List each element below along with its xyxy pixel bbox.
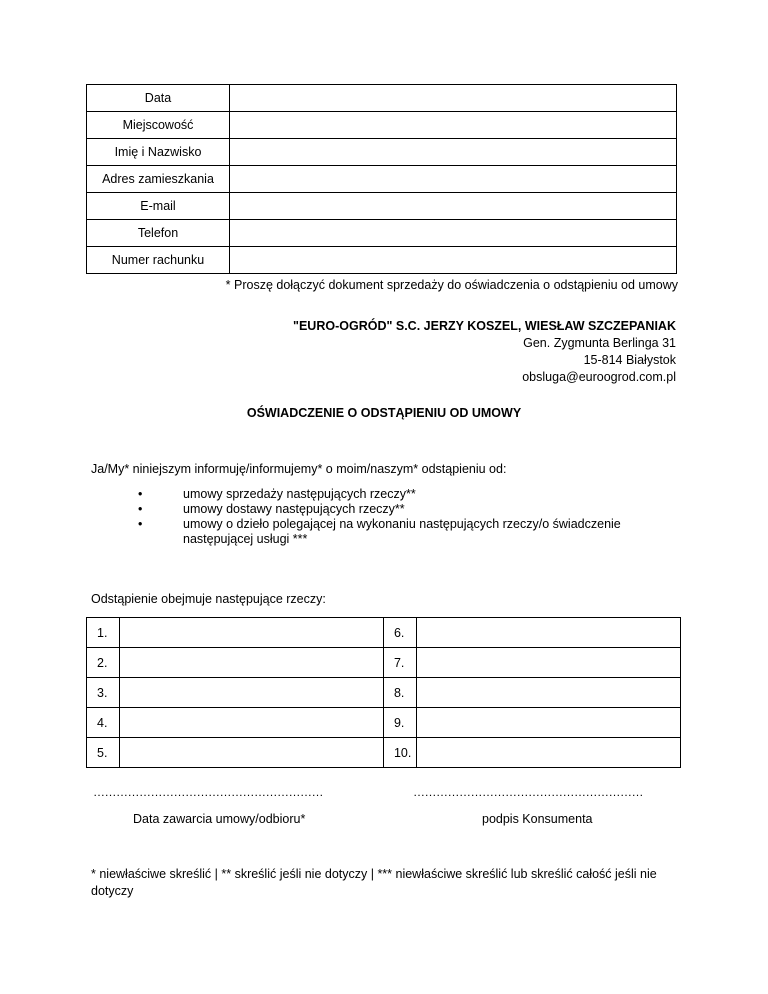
list-item-text: umowy sprzedaży następujących rzeczy**: [183, 487, 416, 501]
date-signature-line: ……………………………………………………: [93, 785, 323, 799]
table-row: [87, 247, 677, 274]
table-row: [87, 112, 677, 139]
table-row: [87, 648, 681, 678]
item-input[interactable]: [417, 708, 681, 738]
item-number: 3.: [87, 678, 120, 708]
field-label: Adres zamieszkania: [87, 166, 230, 193]
field-label: E-mail: [87, 193, 230, 220]
item-number: 8.: [383, 678, 416, 708]
field-label: Data: [87, 85, 230, 112]
bullet-icon: •: [138, 517, 143, 531]
item-number: 5.: [87, 738, 120, 768]
table-row: [87, 139, 677, 166]
item-input[interactable]: [120, 618, 384, 648]
item-number: 9.: [383, 708, 416, 738]
consumer-signature-line: ……………………………………………………: [413, 785, 643, 799]
item-input[interactable]: [417, 738, 681, 768]
table-row: [87, 708, 681, 738]
list-item: [138, 502, 658, 517]
field-label: Numer rachunku: [87, 247, 230, 274]
table-row: [87, 618, 681, 648]
table-row: [87, 193, 677, 220]
item-number: 10.: [383, 738, 416, 768]
field-value-input[interactable]: [230, 85, 677, 112]
table-row: [87, 220, 677, 247]
list-item-text: umowy o dzieło polegającej na wykonaniu następujących rzeczy/o świadczenie następującej usługi ***: [183, 517, 621, 546]
items-table: [86, 617, 681, 768]
field-value-input[interactable]: [230, 112, 677, 139]
item-input[interactable]: [417, 678, 681, 708]
item-input[interactable]: [417, 618, 681, 648]
list-item: [138, 517, 658, 547]
company-name: "EURO-OGRÓD" S.C. JERZY KOSZEL, WIESŁAW SZCZEPANIAK: [293, 319, 676, 333]
contract-type-list: [138, 487, 658, 547]
item-number: 4.: [87, 708, 120, 738]
field-value-input[interactable]: [230, 139, 677, 166]
company-block: [293, 318, 676, 386]
table-row: [87, 166, 677, 193]
item-input[interactable]: [120, 708, 384, 738]
items-label: Odstąpienie obejmuje następujące rzeczy:: [91, 592, 326, 606]
item-number: 1.: [87, 618, 120, 648]
field-value-input[interactable]: [230, 247, 677, 274]
table-row: [87, 85, 677, 112]
item-number: 6.: [383, 618, 416, 648]
list-item-text: umowy dostawy następujących rzeczy**: [183, 502, 405, 516]
company-street: Gen. Zygmunta Berlinga 31: [523, 336, 676, 350]
company-email: obsluga@euroogrod.com.pl: [522, 370, 676, 384]
field-value-input[interactable]: [230, 193, 677, 220]
bullet-icon: •: [138, 502, 143, 516]
intro-text: Ja/My* niniejszym informuję/informujemy* o moim/naszym* odstąpieniu od:: [91, 462, 507, 476]
item-input[interactable]: [120, 648, 384, 678]
item-input[interactable]: [120, 738, 384, 768]
item-input[interactable]: [417, 648, 681, 678]
field-label: Miejscowość: [87, 112, 230, 139]
footnote: * niewłaściwe skreślić | ** skreślić jeśli nie dotyczy | *** niewłaściwe skreślić lub skreślić całość jeśli nie dotyczy: [91, 867, 657, 898]
field-label: Imię i Nazwisko: [87, 139, 230, 166]
table-row: [87, 678, 681, 708]
field-label: Telefon: [87, 220, 230, 247]
field-value-input[interactable]: [230, 220, 677, 247]
item-number: 7.: [383, 648, 416, 678]
consumer-signature-label: podpis Konsumenta: [482, 812, 593, 826]
page-title: OŚWIADCZENIE O ODSTĄPIENIU OD UMOWY: [246, 406, 522, 420]
table-row: [87, 738, 681, 768]
bullet-icon: •: [138, 487, 143, 501]
company-city: 15-814 Białystok: [583, 353, 676, 367]
field-value-input[interactable]: [230, 166, 677, 193]
customer-info-table: [86, 84, 677, 274]
attach-note: * Proszę dołączyć dokument sprzedaży do oświadczenia o odstąpieniu od umowy: [225, 278, 678, 292]
item-input[interactable]: [120, 678, 384, 708]
date-signature-label: Data zawarcia umowy/odbioru*: [133, 812, 306, 826]
list-item: [138, 487, 658, 502]
item-number: 2.: [87, 648, 120, 678]
